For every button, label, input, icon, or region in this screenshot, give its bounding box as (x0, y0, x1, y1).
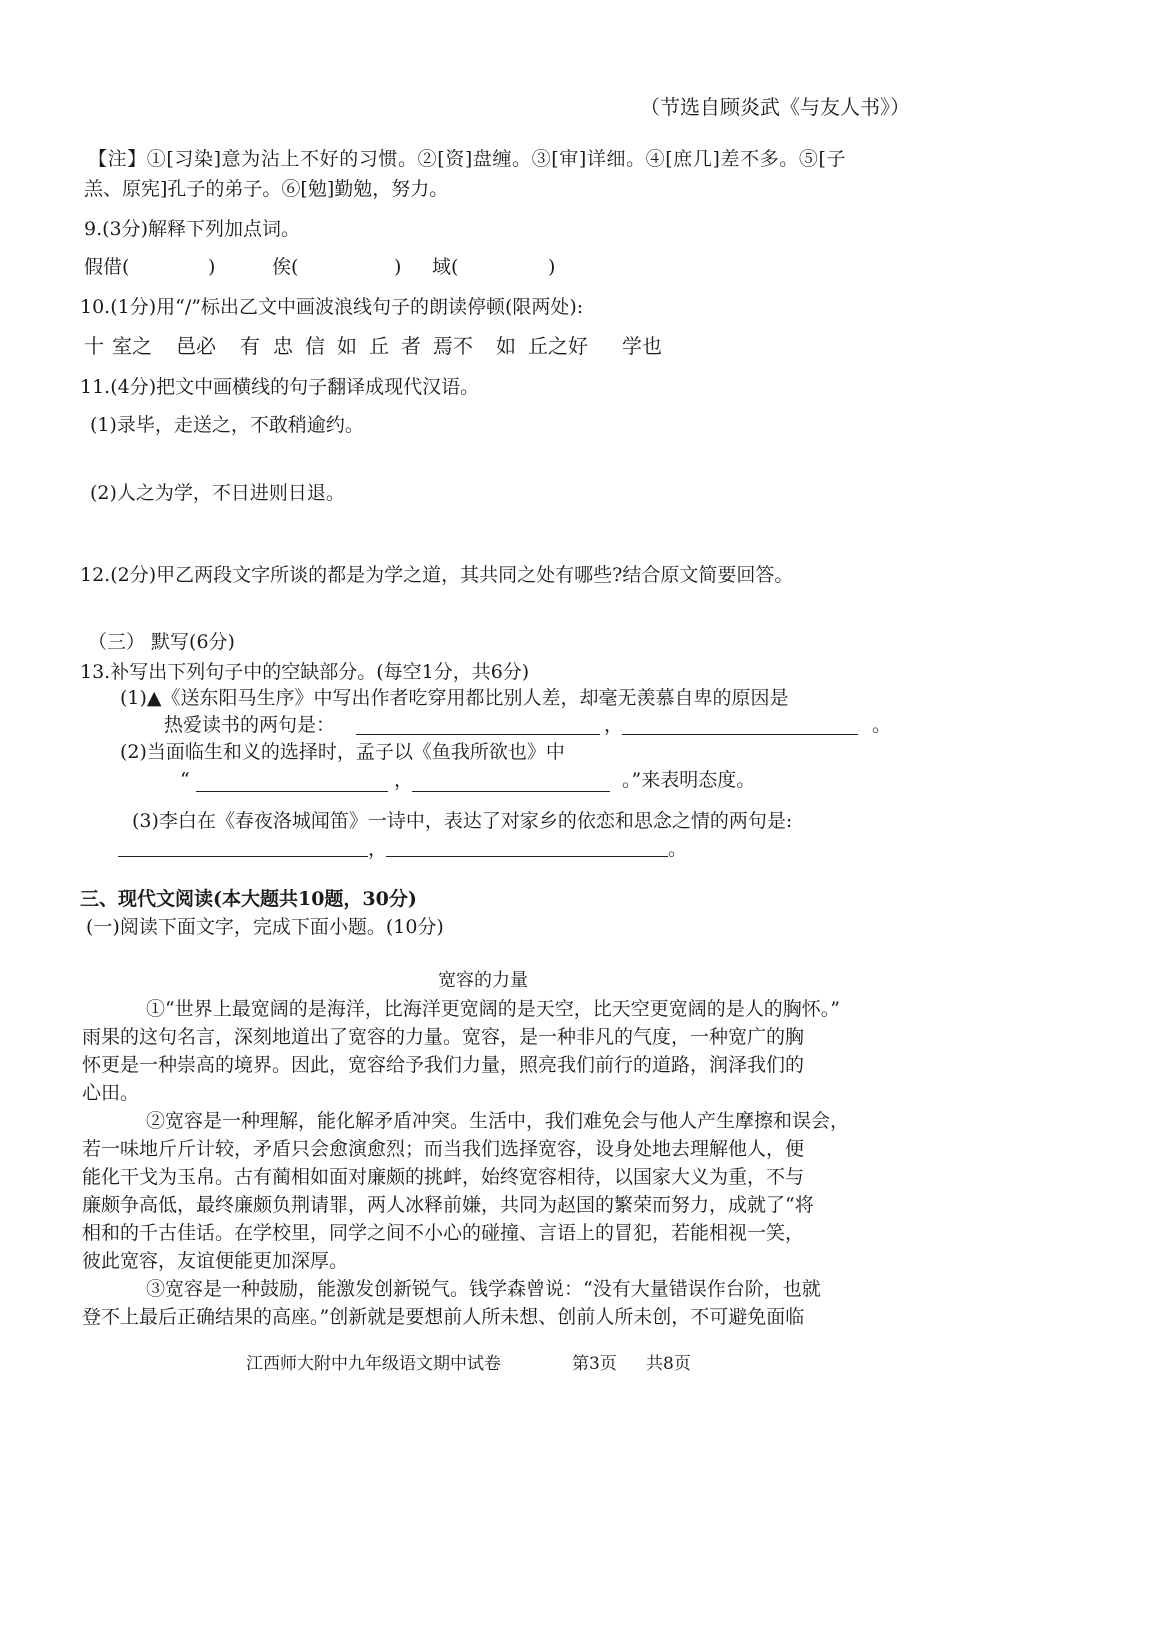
q10-char: 室之 (112, 334, 152, 358)
article-line: ①“世界上最宽阔的是海洋，比海洋更宽阔的是天空，比天空更宽阔的是人的胸怀。” (146, 998, 840, 1020)
period: 。 (872, 714, 892, 736)
article-line: 雨果的这句名言，深刻地道出了宽容的力量。宽容，是一种非凡的气度，一种宽广的胸 (82, 1026, 805, 1048)
article-line: 心田。 (82, 1082, 140, 1104)
comma: ， (604, 714, 624, 736)
article-line: 能化干戈为玉帛。古有蔺相如面对廉颇的挑衅，始终宽容相待，以国家大义为重，不与 (82, 1166, 805, 1188)
part-subheading: (一)阅读下面文字，完成下面小题。(10分) (86, 916, 444, 938)
q10-char: 忠 (273, 334, 293, 358)
note-line: 羔、原宪]孔子的弟子。⑥[勉]勤勉，努力。 (84, 178, 449, 200)
quote-open: “ (180, 769, 190, 791)
comma: ， (394, 769, 414, 791)
question-13-stem: 13.补写出下列句子中的空缺部分。(每空1分，共6分) (80, 661, 530, 683)
q13-item-2: (2)当面临生和义的选择时，孟子以《鱼我所欲也》中 (120, 741, 565, 763)
q10-char: 者 (401, 334, 421, 358)
article-line: 怀更是一种崇高的境界。因此，宽容给予我们力量，照亮我们前行的道路，润泽我们的 (82, 1054, 805, 1076)
article-title: 宽容的力量 (438, 970, 528, 991)
q11-sentence-2: (2)人之为学，不日进则日退。 (90, 482, 345, 504)
answer-space[interactable] (90, 510, 890, 530)
section-heading: （三） 默写(6分) (88, 631, 235, 653)
q10-char: 邑必 (176, 334, 216, 358)
q9-paren: ) (208, 256, 216, 278)
q10-char: 十 (84, 334, 104, 358)
q10-char: 丘 (369, 334, 389, 358)
fill-blank-line[interactable] (356, 734, 600, 735)
comma: ， (368, 838, 388, 860)
fill-blank-line[interactable] (196, 791, 388, 792)
article-line: 若一味地斤斤计较，矛盾只会愈演愈烈；而当我们选择宽容，设身处地去理解他人，便 (82, 1138, 805, 1160)
article-line: 彼此宽容，友谊便能更加深厚。 (82, 1250, 349, 1272)
article-line: 廉颇争高低，最终廉颇负荆请罪，两人冰释前嫌，共同为赵国的繁荣而努力，成就了“将 (82, 1194, 814, 1216)
footer-page: 第3页 (572, 1354, 617, 1374)
footer-school: 江西师大附中九年级语文期中试卷 (246, 1354, 501, 1374)
q9-paren: ) (394, 256, 402, 278)
q11-sentence-1: (1)录毕，走送之，不敢稍逾约。 (90, 414, 364, 436)
fill-blank-line[interactable] (386, 856, 668, 857)
article-line: ③宽容是一种鼓励，能激发创新锐气。钱学森曾说：“没有大量错误作台阶，也就 (146, 1278, 821, 1300)
question-12-stem: 12.(2分)甲乙两段文字所谈的都是为学之道，其共同之处有哪些?结合原文简要回答。 (80, 564, 794, 586)
q9-term: 俟( (272, 256, 299, 278)
q9-term: 假借( (84, 256, 130, 278)
part-heading: 三、现代文阅读(本大题共10题，30分) (80, 888, 417, 910)
fill-blank-line[interactable] (118, 856, 368, 857)
q10-char: 丘之好 (528, 334, 588, 358)
q10-char: 信 (305, 334, 325, 358)
fill-blank-line[interactable] (412, 791, 610, 792)
period: 。 (668, 838, 688, 860)
q13-item-1-lead: 热爱读书的两句是： (164, 714, 336, 736)
fill-blank-line[interactable] (622, 734, 858, 735)
source-citation: （节选自顾炎武《与友人书》） (640, 95, 910, 119)
question-9-stem: 9.(3分)解释下列加点词。 (84, 218, 301, 240)
answer-space[interactable] (80, 592, 880, 612)
answer-space[interactable] (90, 440, 890, 460)
article-line: ②宽容是一种理解，能化解矛盾冲突。生活中，我们难免会与他人产生摩擦和误会， (146, 1110, 850, 1132)
question-11-stem: 11.(4分)把文中画横线的句子翻译成现代汉语。 (80, 376, 480, 398)
q9-term: 域( (432, 256, 459, 278)
note-line: 【注】①[习染]意为沾上不好的习惯。②[资]盘缠。③[审]详细。④[庶几]差不多。⑤[子 (88, 148, 847, 170)
q10-char: 如 (337, 334, 357, 358)
article-line: 登不上最后正确结果的高座。”创新就是要想前人所未想、创前人所未创，不可避免面临 (82, 1306, 805, 1328)
q9-paren: ) (548, 256, 556, 278)
q13-item-1: (1)▲《送东阳马生序》中写出作者吃穿用都比别人差，却毫无羡慕自卑的原因是 (120, 687, 789, 709)
q10-char: 焉不 (433, 334, 473, 358)
q10-char: 学也 (622, 334, 662, 358)
article-line: 相和的千古佳话。在学校里，同学之间不小心的碰撞、言语上的冒犯，若能相视一笑， (82, 1222, 805, 1244)
q10-char: 如 (496, 334, 516, 358)
question-10-stem: 10.(1分)用“/”标出乙文中画波浪线句子的朗读停顿(限两处): (80, 296, 584, 318)
q13-item-3: (3)李白在《春夜洛城闻笛》一诗中，表达了对家乡的依恋和思念之情的两句是: (132, 810, 793, 832)
footer-total: 共8页 (646, 1354, 691, 1374)
q13-item-2-end: 。”来表明态度。 (622, 769, 756, 791)
q10-char: 有 (240, 334, 260, 358)
